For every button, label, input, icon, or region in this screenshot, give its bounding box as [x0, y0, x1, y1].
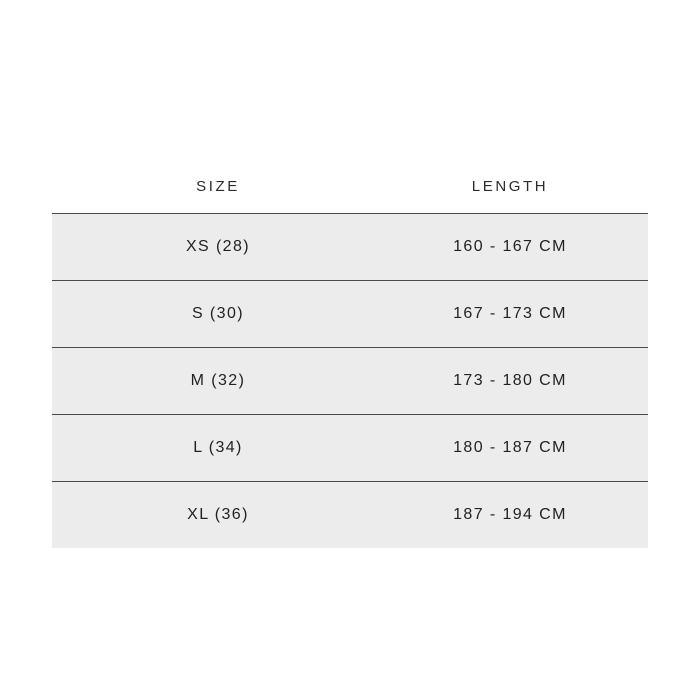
cell-size-value: M (32): [190, 372, 246, 389]
table-row: [52, 482, 648, 549]
cell-length-value: 187 - 194 CM: [453, 506, 567, 523]
cell-size: [52, 281, 350, 348]
column-header-size: SIZE: [52, 164, 350, 214]
cell-length-value: 180 - 187 CM: [453, 439, 567, 456]
table-header: [52, 164, 648, 214]
table-row: [52, 415, 648, 482]
cell-size: [52, 348, 350, 415]
cell-length-value: 167 - 173 CM: [453, 305, 567, 322]
table-body: [52, 214, 648, 549]
cell-size: [52, 482, 350, 549]
cell-size-value: XS (28): [185, 238, 251, 255]
cell-size-value: L (34): [193, 439, 243, 456]
table-row: [52, 214, 648, 281]
table-row: [52, 281, 648, 348]
cell-length-value: 173 - 180 CM: [453, 372, 567, 389]
cell-size: [52, 214, 350, 281]
cell-length: [350, 281, 648, 348]
cell-length: [350, 415, 648, 482]
cell-length-value: 160 - 167 CM: [453, 238, 567, 255]
cell-size-value: XL (36): [187, 506, 249, 523]
cell-size-value: S (30): [192, 305, 244, 322]
column-header-length: LENGTH: [350, 164, 648, 214]
cell-length: [350, 214, 648, 281]
cell-size: [52, 415, 350, 482]
cell-length: [350, 348, 648, 415]
cell-length: [350, 482, 648, 549]
table-header-row: [52, 164, 648, 214]
size-chart-table: [52, 164, 648, 549]
table-row: [52, 348, 648, 415]
